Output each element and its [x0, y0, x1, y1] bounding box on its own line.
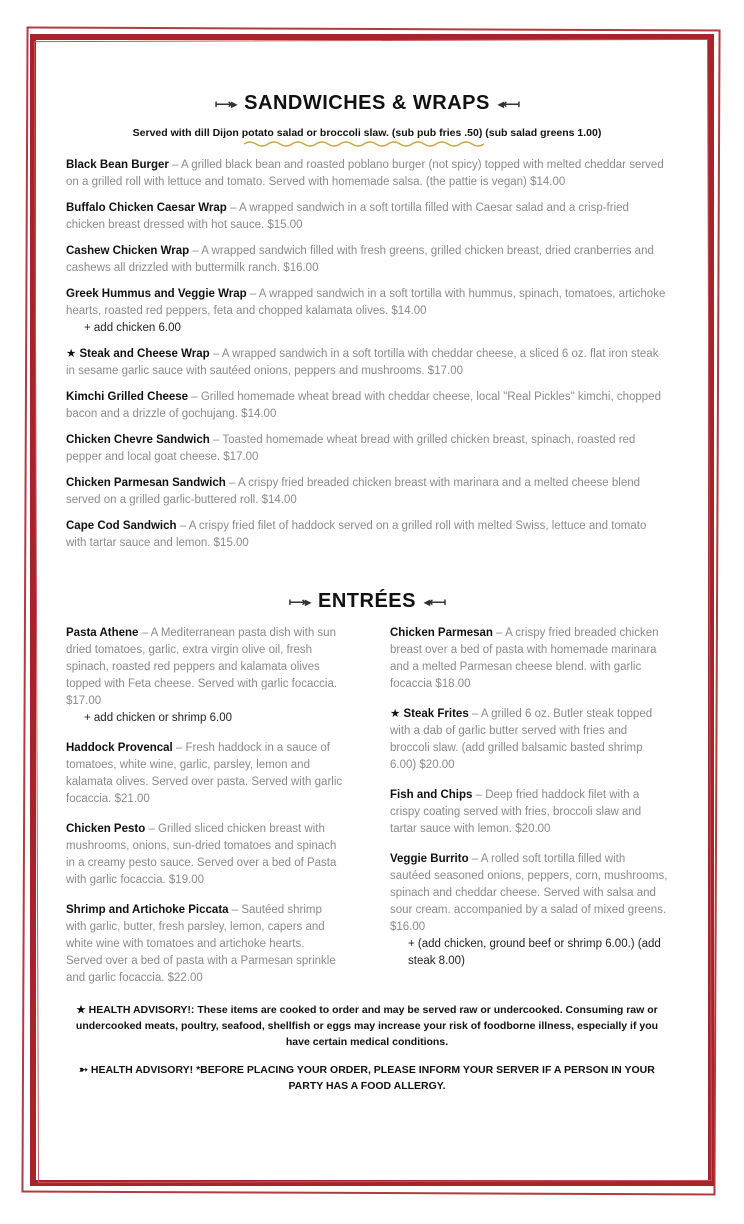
item-description: – A wrapped sandwich filled with fresh greens, grilled chicken breast, dried cranberries and cashews all drizzled with buttermilk ranch. $16.00	[66, 245, 654, 274]
entrees-right-column	[390, 625, 668, 1000]
item-name: Buffalo Chicken Caesar Wrap	[66, 202, 227, 214]
star-icon: ★	[66, 348, 80, 360]
item-description: – A crispy fried breaded chicken breast over a bed of pasta with homemade marinara and a melted Parmesan cheese blend. with garlic focaccia $18.00	[390, 627, 659, 690]
menu-item	[66, 243, 668, 277]
item-name: Veggie Burrito	[390, 853, 469, 865]
item-addon: + (add chicken, ground beef or shrimp 6.00.) (add steak 8.00)	[408, 938, 661, 967]
menu-item	[390, 851, 668, 970]
item-description: – Sautéed shrimp with garlic, butter, fresh parsley, lemon, capers and white wine with tomatoes and artichoke hearts. Served over a bed of pasta with a Parmesan sprinkle and garlic focaccia. $22.00	[66, 904, 336, 984]
menu-item	[66, 346, 668, 380]
menu-item	[390, 625, 668, 693]
menu-item	[66, 902, 344, 987]
item-description: – A rolled soft tortilla filled with sautéed seasoned onions, peppers, corn, mushrooms, spinach and cheddar cheese. Served with salsa and sour cream. accompanied by a salad of mixed greens. $16.00	[390, 853, 668, 933]
sandwiches-title: SANDWICHES & WRAPS	[244, 92, 490, 114]
item-description: – Fresh haddock in a sauce of tomatoes, white wine, garlic, parsley, lemon and kalamata olives. Served over pasta. Served with garlic focaccia. $21.00	[66, 742, 343, 805]
item-name: Greek Hummus and Veggie Wrap	[66, 288, 247, 300]
item-description: – Deep fried haddock filet with a crispy coating served with fries, broccoli slaw and tartar sauce with lemon. $20.00	[390, 789, 642, 835]
item-description: – Grilled homemade wheat bread with cheddar cheese, local "Real Pickles" kimchi, chopped bacon and a drizzle of gochujang. $14.00	[66, 391, 661, 420]
item-name: Haddock Provencal	[66, 742, 173, 754]
item-description: – A crispy fried filet of haddock served on a grilled roll with melted Swiss, lettuce and tomato with tartar sauce and lemon. $15.00	[66, 520, 647, 549]
item-name: Chicken Pesto	[66, 823, 146, 835]
sandwiches-subtitle: Served with dill Dijon potato salad or broccoli slaw. (sub pub fries .50) (sub salad greens 1.00)	[132, 127, 602, 139]
item-name: Chicken Parmesan Sandwich	[66, 477, 226, 489]
entrees-heading	[66, 590, 668, 613]
item-description: – A wrapped sandwich in a soft tortilla with hummus, spinach, tomatoes, artichoke hearts, roasted red peppers, feta and chopped kalamata olives. $14.00	[66, 288, 666, 317]
star-icon: ★	[390, 708, 404, 720]
item-description: – A grilled black bean and roasted poblano burger (not spicy) topped with melted cheddar served on a grilled roll with lettuce and tomato. Served with homemade salsa. (the pattie is vegan) $14.00	[66, 159, 664, 188]
item-name: Kimchi Grilled Cheese	[66, 391, 189, 403]
item-name: Cashew Chicken Wrap	[66, 245, 190, 257]
item-description: – A Mediterranean pasta dish with sun dried tomatoes, garlic, extra virgin olive oil, fresh spinach, roasted red peppers and kalamata olives topped with Feta cheese. Served with garlic focaccia. $17.00	[66, 627, 338, 707]
item-addon: + add chicken 6.00	[84, 322, 181, 334]
health-advisory: ★ HEALTH ADVISORY!: These items are cooked to order and may be served raw or undercooked. Consuming raw or undercooked meats, poultry, seafood, shellfish or eggs may increase your risk of foodborne illness, especially if you have certain medical conditions.	[75, 1004, 659, 1048]
item-name: Shrimp and Artichoke Piccata	[66, 904, 229, 916]
item-name: Chicken Chevre Sandwich	[66, 434, 210, 446]
sandwiches-heading	[66, 92, 668, 115]
menu-item	[66, 475, 668, 509]
menu-item	[66, 200, 668, 234]
sandwich-list	[66, 157, 668, 552]
item-name: Fish and Chips	[390, 789, 473, 801]
item-name: Chicken Parmesan	[390, 627, 493, 639]
menu-item	[66, 821, 344, 889]
item-name: Black Bean Burger	[66, 159, 169, 171]
item-description: – A crispy fried breaded chicken breast with marinara and a melted cheese blend served on a grilled garlic-buttered roll. $14.00	[66, 477, 641, 506]
menu-item	[66, 286, 668, 337]
menu-item	[390, 787, 668, 838]
menu-item	[66, 740, 344, 808]
menu-item	[66, 389, 668, 423]
arrow-right-icon: ⟼▸	[214, 96, 237, 111]
squiggle-underline-icon	[242, 140, 492, 148]
menu-item	[66, 518, 668, 552]
arrow-right-icon: ⟼▸	[288, 594, 311, 609]
item-description: – A wrapped sandwich in a soft tortilla with cheddar cheese, a sliced 6 oz. flat iron steak in sesame garlic sauce with sautéed onions, peppers and mushrooms. $17.00	[66, 348, 659, 377]
menu-item	[66, 157, 668, 191]
menu-content	[66, 92, 668, 1094]
item-name: Pasta Athene	[66, 627, 139, 639]
item-description: – A wrapped sandwich in a soft tortilla filled with Caesar salad and a crisp-fried chicken breast dressed with hot sauce. $15.00	[66, 202, 629, 231]
item-name: Cape Cod Sandwich	[66, 520, 177, 532]
arrow-left-icon: ◂⟻	[497, 96, 520, 111]
entrees-left-column	[66, 625, 344, 1000]
menu-item	[66, 625, 344, 727]
item-name: Steak and Cheese Wrap	[79, 348, 210, 360]
item-addon: + add chicken or shrimp 6.00	[84, 712, 232, 724]
item-description: – A grilled 6 oz. Butler steak topped with a dab of garlic butter served with fries and broccoli slaw. (add grilled balsamic basted shrimp 6.00) $20.00	[390, 708, 653, 771]
menu-item	[390, 706, 668, 774]
item-name: Steak Frites	[403, 708, 469, 720]
arrow-left-icon: ◂⟻	[423, 594, 446, 609]
item-description: – Grilled sliced chicken breast with mushrooms, onions, sun-dried tomatoes and spinach in a creamy pesto sauce. Served over a bed of Pasta with garlic focaccia. $19.00	[66, 823, 337, 886]
entrees-title: ENTRÉES	[318, 590, 416, 612]
item-description: – Toasted homemade wheat bread with grilled chicken breast, spinach, roasted red pepper and local goat cheese. $17.00	[66, 434, 636, 463]
menu-item	[66, 432, 668, 466]
allergy-advisory: ➳ HEALTH ADVISORY! *BEFORE PLACING YOUR ORDER, PLEASE INFORM YOUR SERVER IF A PERSON IN YOUR PARTY HAS A FOOD ALLERGY.	[79, 1064, 655, 1092]
